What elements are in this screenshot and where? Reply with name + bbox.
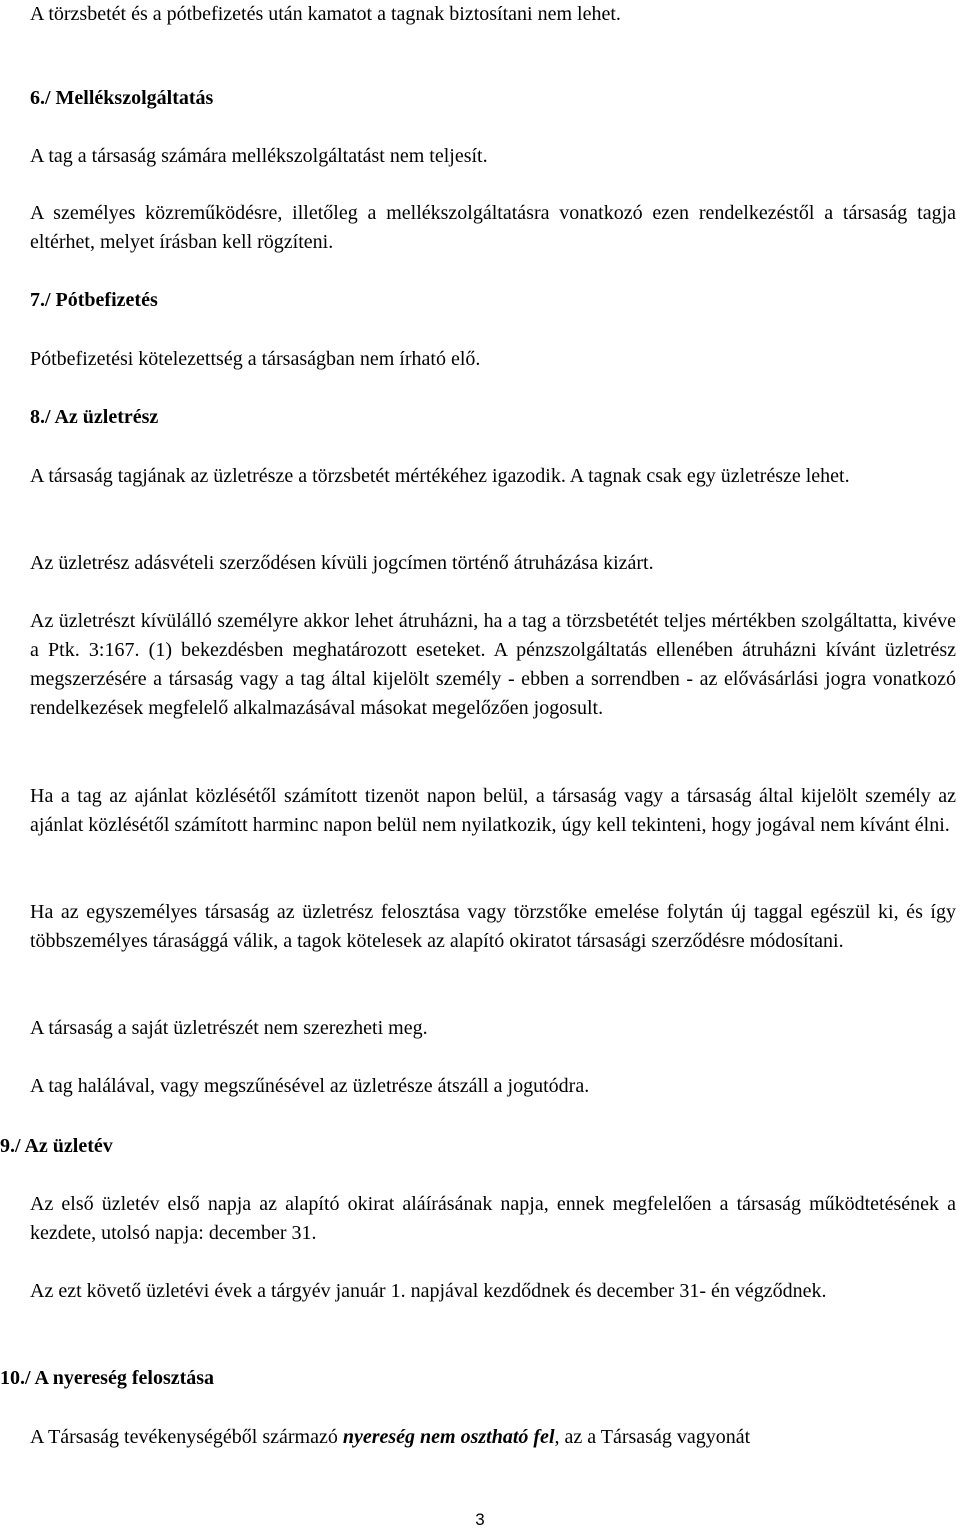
section-6-paragraph-1: A tag a társaság számára mellékszolgáltatást nem teljesít. [30, 145, 488, 167]
section-9-number: 9. [0, 1135, 15, 1157]
section-8-paragraph-7: A tag halálával, vagy megszűnésével az üzletrésze átszáll a jogutódra. [30, 1075, 590, 1097]
section-6-title: / Mellékszolgáltatás [45, 87, 214, 109]
section-9-paragraph-1: Az első üzletév első napja az alapító okirat aláírásának napja, ennek megfelelően a társaság működtetésének a kezdete, utolsó napja: december 31. [30, 1193, 956, 1244]
section-7-title: / Pótbefizetés [45, 289, 158, 311]
section-9-title: / Az üzletév [15, 1135, 113, 1157]
section-8-paragraph-6: A társaság a saját üzletrészét nem szerezheti meg. [30, 1017, 428, 1039]
section-8-heading [30, 403, 956, 432]
section-10-text-end: , az a Társaság vagyonát [554, 1426, 751, 1448]
section-10-number: 10. [0, 1367, 25, 1389]
section-10-title: / A nyereség felosztása [25, 1367, 215, 1389]
section-8-title: / Az üzletrész [45, 406, 159, 428]
section-8-paragraph-3: Az üzletrészt kívülálló személyre akkor lehet átruházni, ha a tag a törzsbetétét teljes mértékben szolgáltatta, kivéve a Ptk. 3:167. (1) bekezdésben meghatározott eseteket. A pénzszolgáltatás ellenében átruházni kívánt üzletrész megszerzésére a társaság vagy a tag által kijelölt személy - ebben a sorrendben - az elővásárlási jogra vonatkozó rendelkezések megfelelő alkalmazásával másokat megelőzően jogosult. [30, 610, 956, 719]
section-8-number: 8. [30, 406, 45, 428]
page-number: 3 [475, 1510, 485, 1529]
section-10-paragraph-1 [30, 1423, 956, 1452]
paragraph-intro: A törzsbetét és a pótbefizetés után kamatot a tagnak biztosítani nem lehet. [30, 3, 621, 25]
section-7-paragraph-1: Pótbefizetési kötelezettség a társaságban nem írható elő. [30, 348, 481, 370]
section-9-paragraph-2: Az ezt követő üzletévi évek a tárgyév január 1. napjával kezdődnek és december 31- én végződnek. [30, 1280, 827, 1302]
section-8-paragraph-2: Az üzletrész adásvételi szerződésen kívüli jogcímen történő átruházása kizárt. [30, 552, 654, 574]
section-7-heading [30, 286, 956, 315]
section-6-number: 6. [30, 87, 45, 109]
section-10-heading [0, 1364, 956, 1393]
section-10-text-start: A Társaság tevékenységéből származó [30, 1426, 343, 1448]
section-8-paragraph-4: Ha a tag az ajánlat közlésétől számított tizenöt napon belül, a társaság vagy a társaság által kijelölt személy az ajánlat közlésétől számított harminc napon belül nem nyilatkozik, úgy kell tekinteni, hogy jogával nem kívánt élni. [30, 785, 956, 836]
section-8-paragraph-5: Ha az egyszemélyes társaság az üzletrész felosztása vagy törzstőke emelése folytán új taggal egészül ki, és így többszemélyes tárasággá válik, a tagok kötelesek az alapító okiratot társasági szerződésre módosítani. [30, 901, 956, 952]
section-8-paragraph-1: A társaság tagjának az üzletrésze a törzsbetét mértékéhez igazodik. A tagnak csak egy üzletrésze lehet. [30, 465, 850, 487]
section-10-emphasis: nyereség nem osztható fel [342, 1426, 555, 1448]
section-6-heading [30, 84, 956, 113]
section-6-paragraph-2: A személyes közreműködésre, illetőleg a mellékszolgáltatásra vonatkozó ezen rendelkezéstől a társaság tagja eltérhet, melyet írásban kell rögzíteni. [30, 202, 956, 253]
section-9-heading [0, 1132, 956, 1161]
section-7-number: 7. [30, 289, 45, 311]
